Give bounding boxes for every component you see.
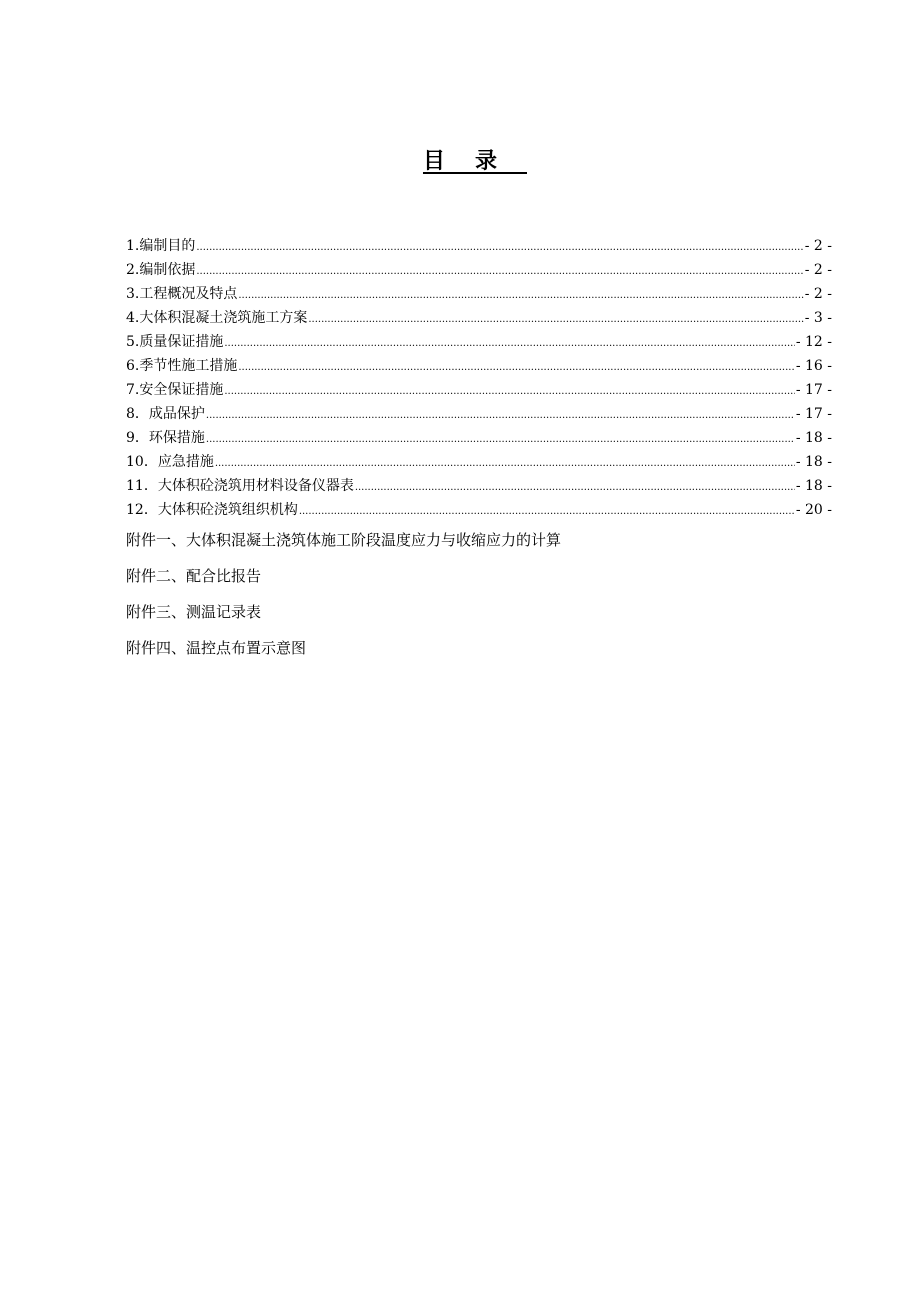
appendix-1: 附件一、大体积混凝土浇筑体施工阶段温度应力与收缩应力的计算 [126, 531, 562, 549]
toc-entry-page: - 18 - [795, 430, 832, 446]
toc-entry-label: 3.工程概况及特点 [126, 286, 238, 302]
toc-entry-10[interactable] [126, 450, 832, 474]
toc-leader-dots [224, 380, 794, 404]
toc-entry-label: 2.编制依据 [126, 262, 196, 278]
toc-entry-label: 9．环保措施 [126, 430, 205, 446]
toc-entry-page: - 2 - [804, 286, 832, 302]
toc-entry-page: - 3 - [804, 310, 832, 326]
toc-entry-page: - 17 - [795, 406, 832, 422]
toc-entry-label: 6.季节性施工措施 [126, 358, 238, 374]
toc-entry-label: 7.安全保证措施 [126, 382, 224, 398]
toc-leader-dots [238, 284, 803, 308]
toc-entry-6[interactable] [126, 354, 832, 378]
toc-entry-3[interactable] [126, 282, 832, 306]
toc-entry-page: - 16 - [795, 358, 832, 374]
toc-entry-page: - 18 - [795, 478, 832, 494]
toc-entry-12[interactable] [126, 498, 832, 522]
toc-leader-dots [196, 236, 803, 260]
toc-entry-8[interactable] [126, 402, 832, 426]
toc-leader-dots [355, 476, 795, 500]
appendix-3: 附件三、测温记录表 [126, 603, 262, 621]
toc-entry-label: 4.大体积混凝土浇筑施工方案 [126, 310, 308, 326]
toc-entry-label: 10．应急措施 [126, 454, 214, 470]
toc-entry-9[interactable] [126, 426, 832, 450]
toc-entry-page: - 20 - [795, 502, 832, 518]
toc-entry-label: 8．成品保护 [126, 406, 205, 422]
toc-entry-2[interactable] [126, 258, 832, 282]
toc-entry-page: - 2 - [804, 238, 832, 254]
page-title [0, 146, 920, 176]
toc-entry-page: - 17 - [795, 382, 832, 398]
toc-entry-page: - 2 - [804, 262, 832, 278]
toc-leader-dots [308, 308, 803, 332]
toc-entry-label: 12．大体积砼浇筑组织机构 [126, 502, 298, 518]
toc-leader-dots [238, 356, 794, 380]
toc-entry-11[interactable] [126, 474, 832, 498]
toc-leader-dots [206, 404, 795, 428]
appendix-4: 附件四、温控点布置示意图 [126, 639, 307, 657]
page-title-text: 目录 [422, 148, 527, 174]
toc-leader-dots [224, 332, 794, 356]
toc-entry-4[interactable] [126, 306, 832, 330]
table-of-contents [126, 234, 832, 522]
toc-leader-dots [299, 500, 795, 524]
toc-leader-dots [215, 452, 795, 476]
toc-entry-1[interactable] [126, 234, 832, 258]
toc-entry-page: - 12 - [795, 334, 832, 350]
toc-entry-label: 5.质量保证措施 [126, 334, 224, 350]
toc-entry-label: 11．大体积砼浇筑用材料设备仪器表 [126, 478, 354, 494]
toc-entry-label: 1.编制目的 [126, 238, 196, 254]
toc-leader-dots [206, 428, 795, 452]
toc-entry-page: - 18 - [795, 454, 832, 470]
toc-entry-7[interactable] [126, 378, 832, 402]
toc-entry-5[interactable] [126, 330, 832, 354]
toc-leader-dots [196, 260, 803, 284]
appendix-2: 附件二、配合比报告 [126, 567, 262, 585]
